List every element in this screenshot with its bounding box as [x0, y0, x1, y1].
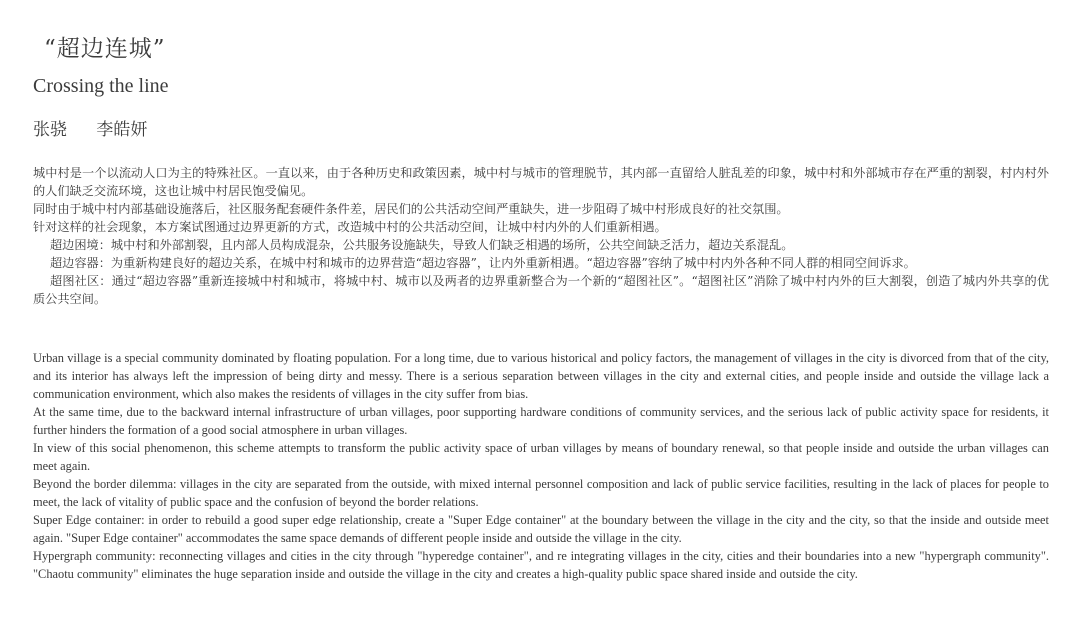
paragraph: In view of this social phenomenon, this scheme attempts to transform the public activity space of urban villages by means of boundary renewal, so that people inside and outside the urban villages can meet again.	[33, 441, 1049, 473]
authors	[33, 115, 171, 140]
paragraph: 针对这样的社会现象，本方案试图通过边界更新的方式，改造城中村的公共活动空间，让城中村内外的人们重新相遇。	[33, 220, 667, 234]
paragraph: Hypergraph community: reconnecting villages and cities in the city through "hyperedge container", and re integrating villages in the city, cities and their boundaries into a new "hypergraph community". "Chaotu community" eliminates the huge separation inside and outside the village in the city and creates a high-quality public space shared inside and outside the city.	[33, 549, 1049, 581]
paragraph: Urban village is a special community dominated by floating population. For a long time, due to various historical and policy factors, the management of villages in the city is divorced from that of the city, and its interior has always left the impression of being dirty and messy. There is a serious separation between villages in the city and external cities, and people inside and outside the village lack a communication environment, which also makes the residents of villages in the city suffer from bias.	[33, 351, 1049, 401]
author-name: 张骁	[33, 120, 67, 140]
author-name: 李皓妍	[96, 120, 148, 140]
chinese-description	[33, 164, 1049, 308]
paragraph: 超边容器：为重新构建良好的超边关系，在城中村和城市的边界营造“超边容器”，让内外重新相遇。“超边容器”容纳了城中村内外各种不同人群的相同空间诉求。	[50, 256, 916, 270]
paragraph: 超图社区：通过“超边容器”重新连接城中村和城市，将城中村、城市以及两者的边界重新整合为一个新的“超图社区”。“超图社区”消除了城中村内外的巨大割裂，创造了城内外共享的优质公共空间。	[33, 274, 1049, 306]
paragraph: Beyond the border dilemma: villages in the city are separated from the outside, with mixed internal personnel composition and lack of public service facilities, resulting in the lack of places for people to meet, the lack of vitality of public space and the confusion of beyond the border relations.	[33, 477, 1049, 509]
paragraph: 同时由于城中村内部基础设施落后，社区服务配套硬件条件差，居民们的公共活动空间严重缺失，进一步阻碍了城中村形成良好的社交氛围。	[33, 202, 789, 216]
page-title-chinese: “超边连城”	[44, 36, 166, 62]
paragraph: Super Edge container: in order to rebuild a good super edge relationship, create a "Super Edge container" at the boundary between the village in the city and the city, so that the inside and outside meet again. "Super Edge container" accommodates the same space demands of different people inside and outside the village in the city.	[33, 513, 1049, 545]
paragraph: 城中村是一个以流动人口为主的特殊社区。一直以来，由于各种历史和政策因素，城中村与城市的管理脱节，其内部一直留给人脏乱差的印象，城中村和外部城市存在严重的割裂，村内村外的人们缺乏交流环境，这也让城中村居民饱受偏见。	[33, 166, 1049, 198]
english-description	[33, 349, 1049, 583]
paragraph: 超边困境：城中村和外部割裂，且内部人员构成混杂，公共服务设施缺失，导致人们缺乏相遇的场所，公共空间缺乏活力，超边关系混乱。	[50, 238, 794, 252]
page-title-english: Crossing the line	[33, 75, 169, 97]
paragraph: At the same time, due to the backward internal infrastructure of urban villages, poor supporting hardware conditions of community services, and the serious lack of public activity space for residents, it further hinders the formation of a good social atmosphere in urban villages.	[33, 405, 1049, 437]
